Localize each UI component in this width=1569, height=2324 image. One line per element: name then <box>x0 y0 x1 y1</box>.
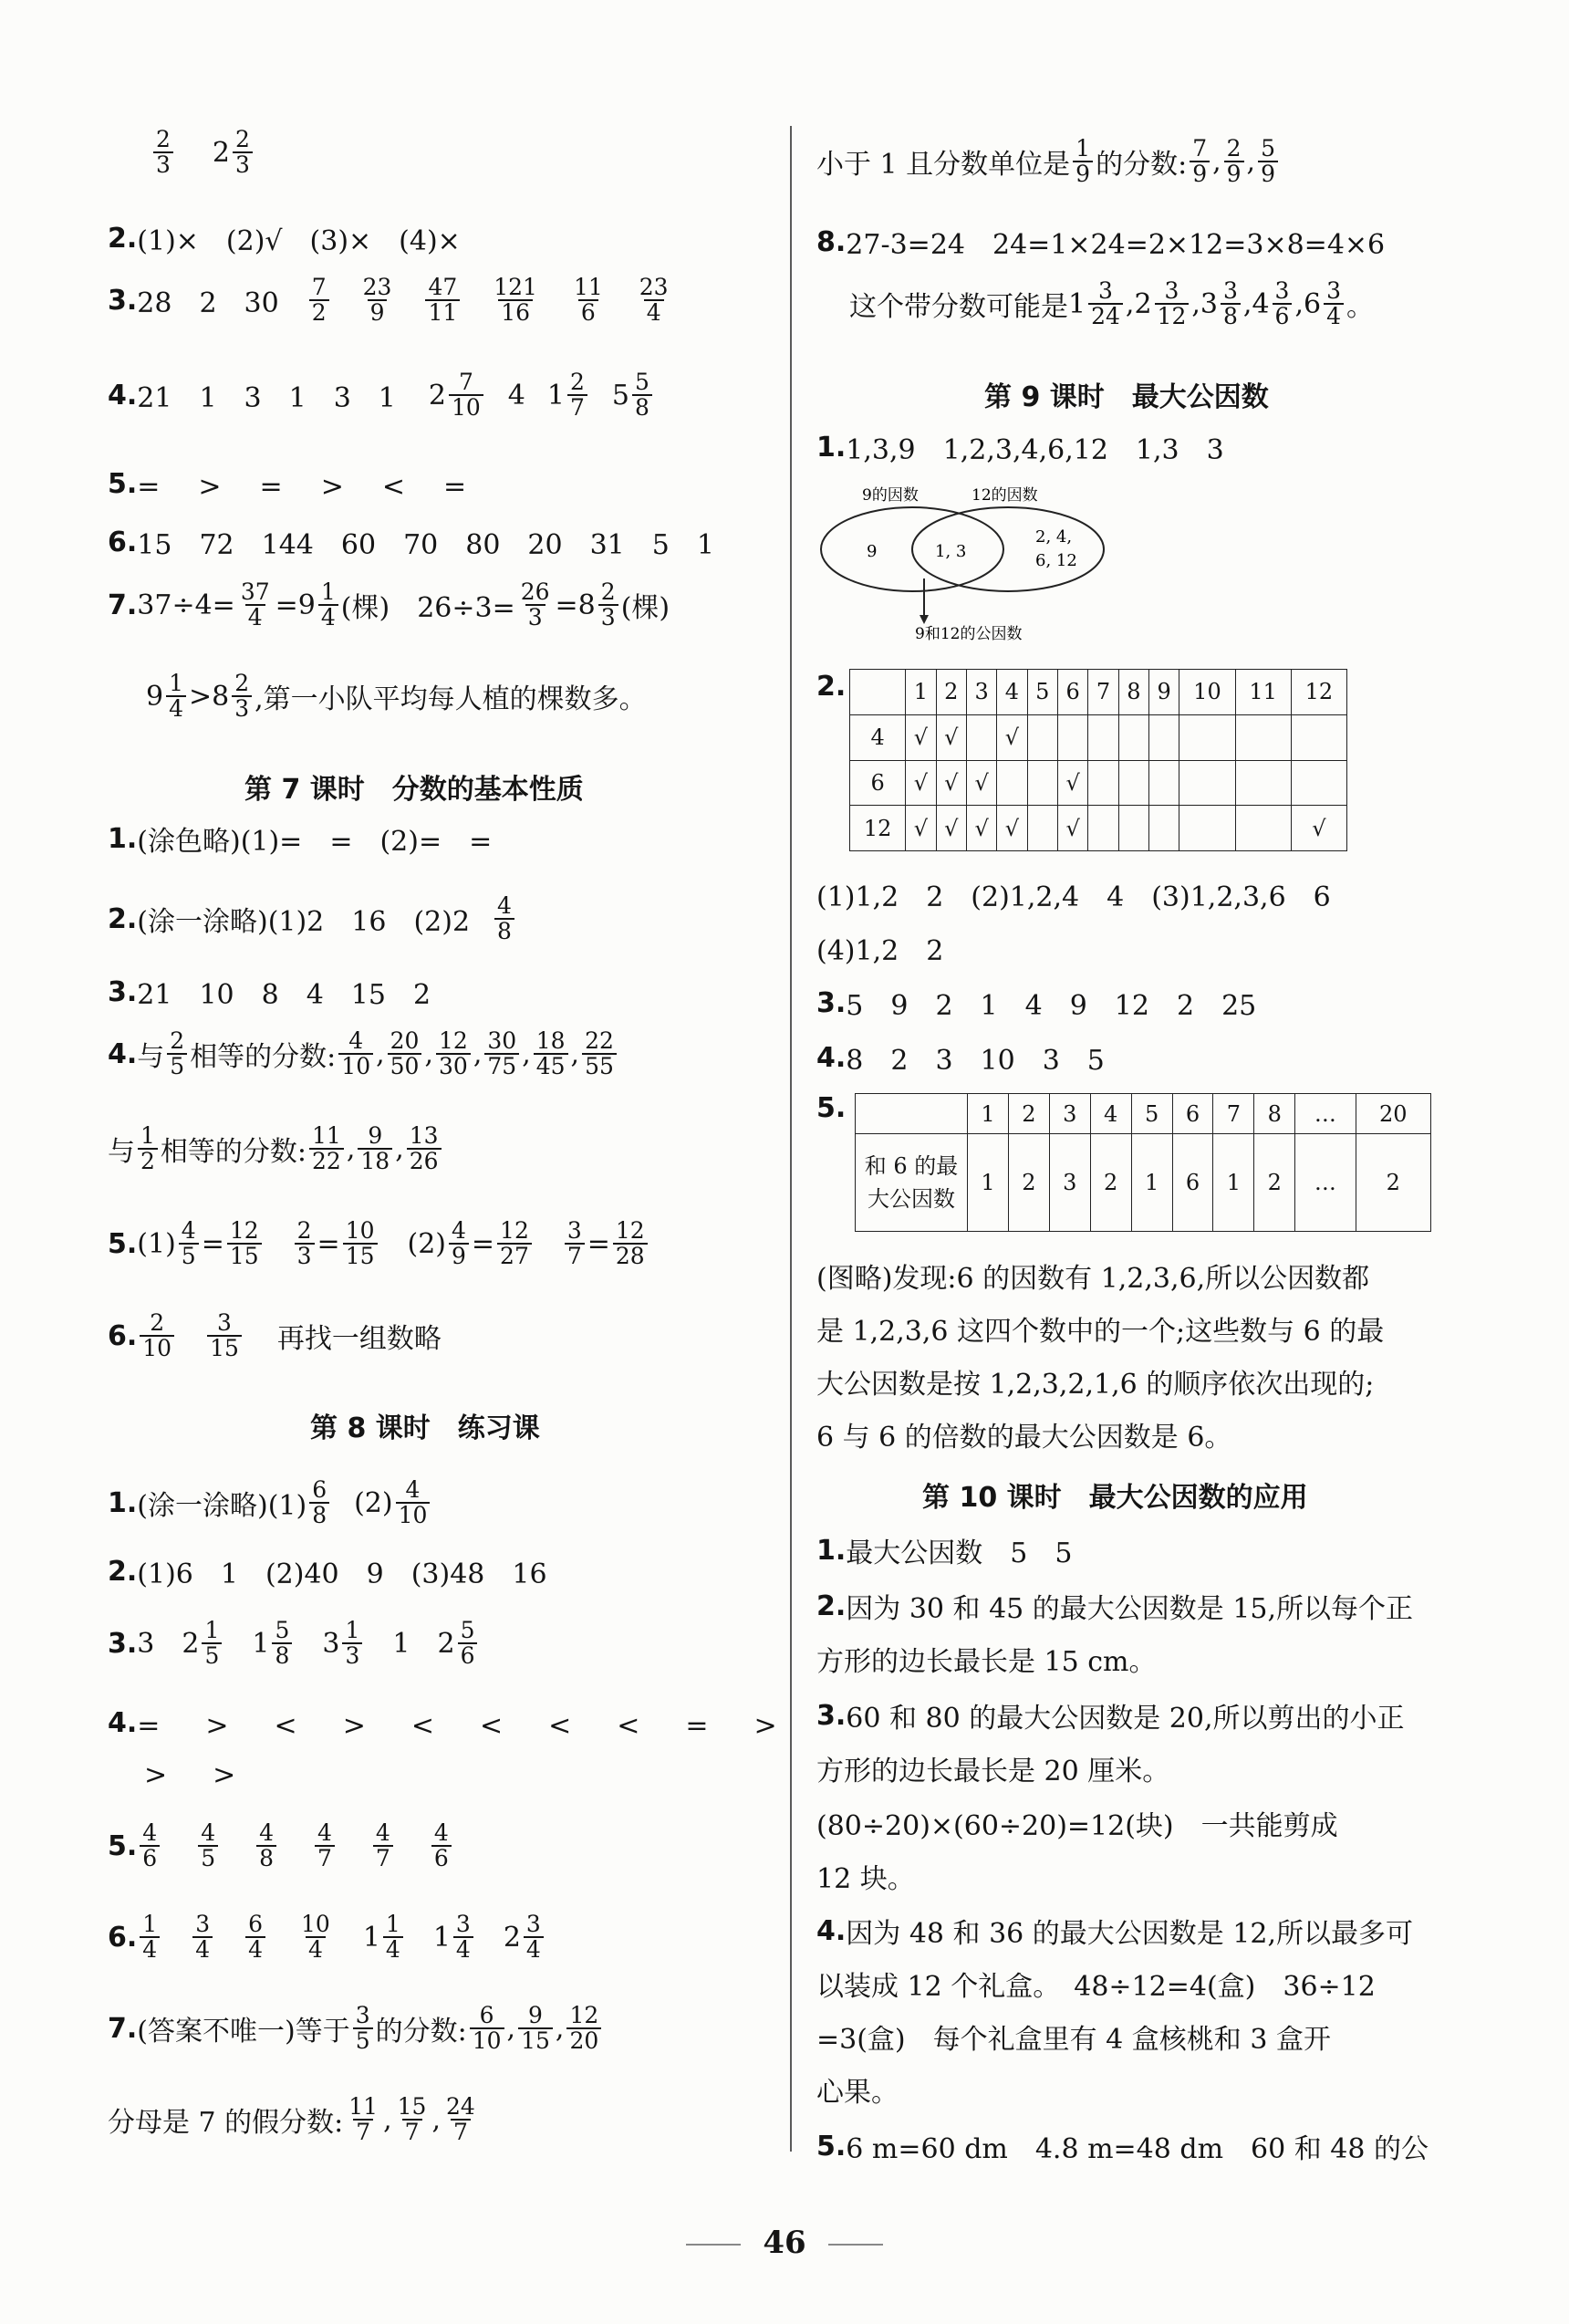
table-row: 6 √ √ √ √ <box>850 760 1347 806</box>
s7-q4-line: 4. 与 $\frac{2}{5}$ 相等的分数: $\frac{4}{10}$ , $\frac{20}{50}$ , $\frac{12}{30}$ , $\frac{30}{75}$ , $\frac{18}{45}$ , $\frac{22}{55}$ <box>108 1029 619 1079</box>
s7-q5-line: 5. (1) $\frac{4}{5}$ = $\frac{12}{15}$ $\frac{2}{3}$ = $\frac{10}{15}$ (2) $\frac{4}{9}$ = $\frac{12}{27}$ $\frac{3}{7}$ = $\frac{12}{28}$ <box>108 1219 650 1269</box>
table-row: 4 √ √ √ <box>850 714 1347 760</box>
s7-q3-line: 3. 21 10 8 4 15 2 <box>108 975 431 1011</box>
venn-right-title: 12的因数 <box>972 486 1038 505</box>
gcd-table <box>855 1093 1431 1232</box>
s9-q2b-line: (4)1,2 2 <box>816 935 944 967</box>
table-row: 12 √ √ √ √ √ √ <box>850 806 1347 851</box>
venn-bottom-label: 9和12的公因数 <box>915 625 1023 643</box>
venn-right-only-1: 2, 4, <box>1035 527 1073 547</box>
venn-common: 1, 3 <box>935 542 967 561</box>
s8-q4b-line: > > <box>144 1759 245 1791</box>
s10-q3-line: 3. 60 和 80 的最大公因数是 20,所以剪出的小正 <box>816 1699 1405 1735</box>
r-q8b-line: 这个带分数可能是 1 $\frac{3}{24}$ , 2 $\frac{3}{12}$ , 3 $\frac{3}{8}$ , 4 $\frac{3}{6}$ , 6 $\frac{3}{4}$ 。 <box>849 277 1374 330</box>
page-footer <box>0 2225 1569 2261</box>
r-q8-line: 8. 27-3=24 24=1×24=2×12=3×8=4×6 <box>816 225 1386 261</box>
s10-q2-line-2: 方形的边长最长是 15 cm。 <box>816 1646 1157 1678</box>
s10-q5-line: 5. 6 m=60 dm 4.8 m=48 dm 60 和 48 的公 <box>816 2130 1429 2165</box>
venn-left-title: 9的因数 <box>862 486 919 505</box>
s10-q3-line-4: 12 块。 <box>816 1863 915 1895</box>
s9-q5-text-3: 大公因数是按 1,2,3,2,1,6 的顺序依次出现的; <box>816 1369 1375 1401</box>
column-divider <box>790 126 792 2152</box>
s9-q5-text-2: 是 1,2,3,6 这四个数中的一个;这些数与 6 的最 <box>816 1316 1385 1348</box>
q7-conclusion: 9 $\frac{1}{4}$ >8 $\frac{2}{3}$ ,第一小队平均每人植的棵数多。 <box>146 670 647 723</box>
s8-q1-line: 1. (涂一涂略)(1) $\frac{6}{8}$ (2) $\frac{4}{10}$ <box>108 1478 432 1528</box>
s8-q3-line: 3. 3 2 $\frac{1}{5}$ 1 $\frac{5}{8}$ 3 $\frac{1}{3}$ 1 2 $\frac{5}{6}$ <box>108 1619 480 1669</box>
venn-arrowhead <box>920 615 929 624</box>
venn-diagram <box>816 476 1127 650</box>
section-heading-9: 第 9 课时 最大公因数 <box>984 381 1269 413</box>
q6-line: 6. 15 72 144 60 70 80 20 31 5 1 <box>108 526 714 561</box>
r-line-1: 小于 1 且分数单位是 $\frac{1}{9}$ 的分数: $\frac{7}{9}$ , $\frac{2}{9}$ , $\frac{5}{9}$ <box>816 137 1281 187</box>
footer-rule-left <box>686 2244 741 2246</box>
q3-line: 3. 28 2 30 $\frac{7}{2}$ $\frac{23}{9}$ $\frac{47}{11}$ $\frac{121}{16}$ $\frac{11}{6}$ $\frac{23}{4}$ <box>108 274 669 327</box>
s10-q3-line-3: (80÷20)×(60÷20)=12(块) 一共能剪成 <box>816 1810 1338 1842</box>
s9-q5-text-1: (图略)发现:6 的因数有 1,2,3,6,所以公因数都 <box>816 1263 1370 1295</box>
s8-q7b-line: 分母是 7 的假分数: $\frac{11}{7}$ , $\frac{15}{7}$ , $\frac{24}{7}$ <box>108 2093 475 2146</box>
page-number: 46 <box>763 2225 806 2261</box>
section-heading-7: 第 7 课时 分数的基本性质 <box>244 774 584 806</box>
s10-q4-line-3: =3(盒) 每个礼盒里有 4 盒核桃和 3 盒开 <box>816 2024 1331 2056</box>
s10-q3-line-2: 方形的边长最长是 20 厘米。 <box>816 1756 1170 1787</box>
fraction: $\frac{2}{3}$ <box>153 128 173 178</box>
s8-q6-line: 6. $\frac{1}{4}$ $\frac{3}{4}$ $\frac{6}{4}$ $\frac{10}{4}$ 1 $\frac{1}{4}$ 1 $\frac{3}{4}$ 2 $\frac{3}{4}$ <box>108 1912 546 1963</box>
section-heading-8: 第 8 课时 练习课 <box>310 1412 540 1444</box>
s8-q4-line: 4. = > < > < < < < = > <box>108 1706 786 1742</box>
q5-line: 5. = > = > < = <box>108 467 473 503</box>
q4-line: 4. 21 1 3 1 3 1 2 $\frac{7}{10}$ 4 1 $\frac{2}{7}$ 5 $\frac{5}{8}$ <box>108 370 655 421</box>
s9-q1-line: 1. 1,3,9 1,2,3,4,6,12 1,3 3 <box>816 431 1224 466</box>
s7-q6-line: 6. $\frac{2}{10}$ $\frac{3}{15}$ 再找一组数略 <box>108 1309 442 1362</box>
s10-q4-line-4: 心果。 <box>816 2077 899 2109</box>
q2-line: 2. (1)× (2)√ (3)× (4)× <box>108 222 461 257</box>
s9-q5-text-4: 6 与 6 的倍数的最大公因数是 6。 <box>816 1422 1232 1454</box>
table-row: 1 2 3 4 5 6 7 8 9 10 11 12 <box>850 670 1347 715</box>
s9-q5-label: 5. <box>816 1092 847 1124</box>
s8-q7-line: 7. (答案不唯一)等于 $\frac{3}{5}$ 的分数: $\frac{6}{10}$ , $\frac{9}{15}$ , $\frac{12}{20}$ <box>108 2004 604 2054</box>
s9-q3-line: 3. 5 9 2 1 4 9 12 2 25 <box>816 986 1257 1022</box>
answer-line-fractions <box>108 128 255 178</box>
factor-table <box>849 669 1347 851</box>
s10-q1-line: 1. 最大公因数 5 5 <box>816 1534 1073 1569</box>
s7-q1-line: 1. (涂色略)(1)= = (2)= = <box>108 822 493 858</box>
q7-line: 7. 37÷4= $\frac{37}{4}$ =9 $\frac{1}{4}$ (棵) 26÷3= $\frac{26}{3}$ =8 $\frac{2}{3}$ (棵) <box>108 578 670 631</box>
s9-q4-line: 4. 8 2 3 10 3 5 <box>816 1041 1105 1077</box>
section-heading-10: 第 10 课时 最大公因数的应用 <box>922 1482 1308 1514</box>
venn-left-only: 9 <box>867 542 878 561</box>
s7-q4b-line: 与 $\frac{1}{2}$ 相等的分数: $\frac{11}{22}$ , $\frac{9}{18}$ , $\frac{13}{26}$ <box>108 1124 444 1174</box>
s10-q4-line-2: 以装成 12 个礼盒。 48÷12=4(盒) 36÷12 <box>816 1971 1376 2003</box>
s10-q2-line: 2. 因为 30 和 45 的最大公因数是 15,所以每个正 <box>816 1589 1414 1625</box>
table-row: 和 6 的最 大公因数 1 2 3 2 1 6 1 2 … 2 <box>856 1134 1431 1232</box>
mixed-number: 2 $\frac{2}{3}$ <box>213 128 255 178</box>
venn-right-only-2: 6, 12 <box>1035 551 1077 570</box>
s7-q2-line: 2. (涂一涂略)(1)2 16 (2)2 $\frac{4}{8}$ <box>108 894 517 944</box>
s8-q2-line: 2. (1)6 1 (2)40 9 (3)48 16 <box>108 1555 547 1590</box>
s9-q2a-line: (1)1,2 2 (2)1,2,4 4 (3)1,2,3,6 6 <box>816 881 1331 913</box>
s10-q4-line: 4. 因为 48 和 36 的最大公因数是 12,所以最多可 <box>816 1914 1414 1950</box>
footer-rule-right <box>828 2244 883 2246</box>
s9-q2-label: 2. <box>816 671 847 703</box>
table-row: 1 2 3 4 5 6 7 8 … 20 <box>856 1094 1431 1134</box>
s8-q5-line: 5. $\frac{4}{6}$ $\frac{4}{5}$ $\frac{4}{8}$ $\frac{4}{7}$ $\frac{4}{7}$ $\frac{4}{6}$ <box>108 1821 454 1871</box>
